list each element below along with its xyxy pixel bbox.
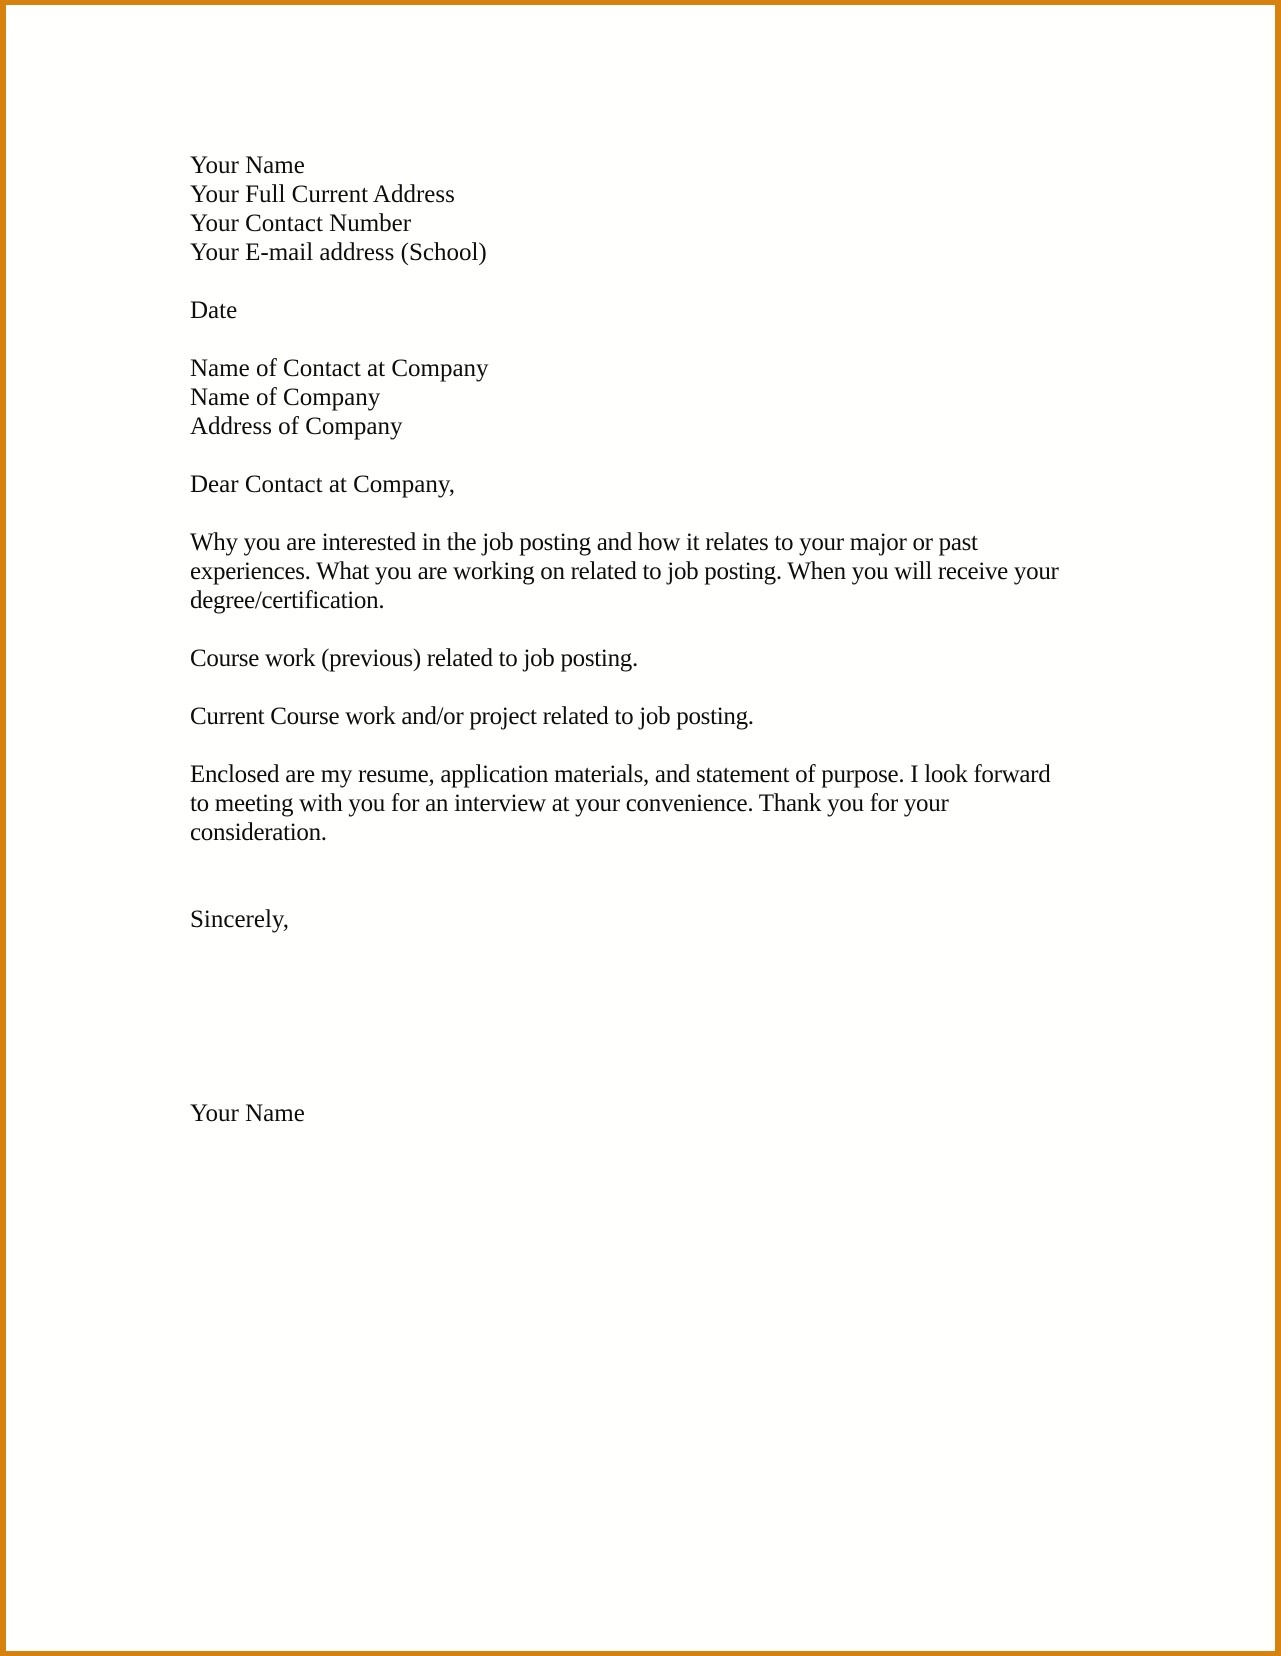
recipient-address-block: [190, 354, 1235, 441]
body-paragraph-enclosures: [190, 760, 1235, 847]
letter-content: [6, 5, 1275, 1128]
closing: Sincerely,: [190, 906, 290, 933]
text-line: consideration.: [190, 819, 327, 846]
text-line: Your Name: [190, 152, 305, 179]
text-line: Name of Contact at Company: [190, 355, 489, 382]
text-line: to meeting with you for an interview at your convenience. Thank you for your: [190, 790, 949, 817]
body-paragraph-previous-coursework: [190, 644, 1235, 673]
salutation: Dear Contact at Company,: [190, 471, 455, 498]
text-line: degree/certification.: [190, 587, 385, 614]
date-line: Date: [190, 297, 238, 324]
text-line: Course work (previous) related to job posting.: [190, 645, 638, 672]
text-line: Current Course work and/or project related to job posting.: [190, 703, 754, 730]
text-line: Your E-mail address (School): [190, 239, 487, 266]
text-line: experiences. What you are working on related to job posting. When you will receive your: [190, 558, 1059, 585]
body-paragraph-current-coursework: [190, 702, 1235, 731]
sender-address-block: [190, 151, 1235, 267]
text-line: Why you are interested in the job posting and how it relates to your major or past: [190, 529, 978, 556]
signature-name: Your Name: [190, 1100, 305, 1127]
body-paragraph-interest: [190, 528, 1235, 615]
text-line: Your Contact Number: [190, 210, 412, 237]
text-line: Name of Company: [190, 384, 381, 411]
text-line: Address of Company: [190, 413, 403, 440]
text-line: Enclosed are my resume, application materials, and statement of purpose. I look forward: [190, 761, 1051, 788]
text-line: Your Full Current Address: [190, 181, 455, 208]
